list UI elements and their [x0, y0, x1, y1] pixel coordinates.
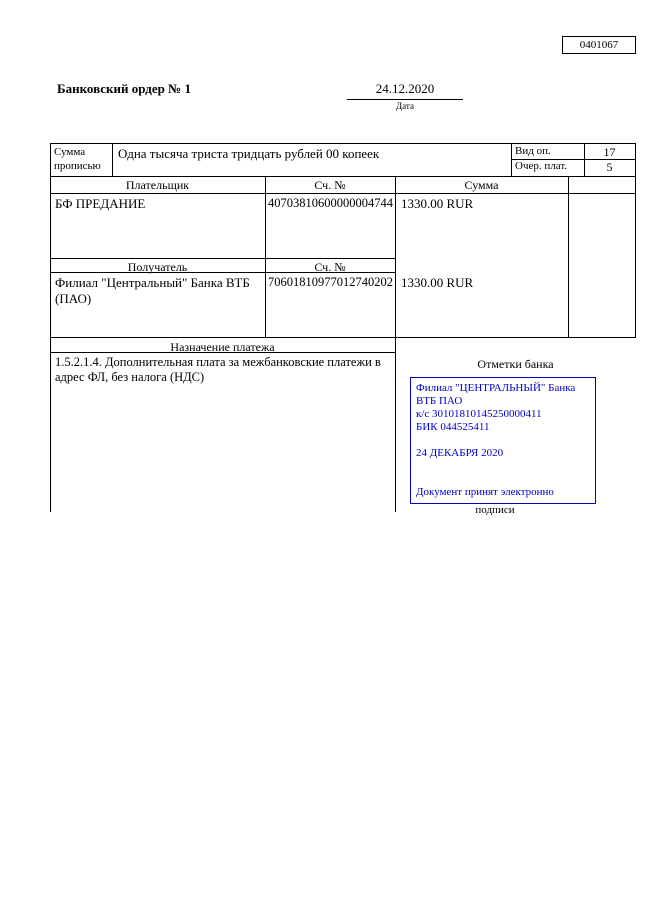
date-label: Дата	[396, 101, 414, 111]
divider	[635, 143, 636, 337]
divider	[265, 176, 266, 337]
divider	[50, 143, 51, 512]
payer-account-number: 40703810600000004744	[268, 196, 393, 210]
amount-in-words-label: Сумма прописью	[54, 146, 101, 172]
form-code-box: 0401067	[562, 36, 636, 54]
payment-priority-label: Очер. плат.	[515, 160, 568, 172]
date-value: 24.12.2020	[347, 81, 463, 100]
payee-account-column-header: Сч. №	[314, 260, 346, 274]
bank-marks-header: Отметки банка	[477, 357, 554, 371]
divider	[112, 143, 113, 176]
payment-priority-value: 5	[606, 160, 613, 174]
divider	[50, 143, 636, 144]
divider	[568, 176, 569, 337]
payer-name: БФ ПРЕДАНИЕ	[55, 196, 146, 211]
divider	[50, 176, 636, 177]
payee-sum-value: 1330.00 RUR	[401, 275, 474, 290]
operation-type-value: 17	[603, 145, 616, 159]
divider	[50, 193, 636, 194]
divider	[395, 176, 396, 512]
payer-sum-value: 1330.00 RUR	[401, 196, 474, 211]
payment-purpose-text: 1.5.2.1.4. Дополнительная плата за межбанковские платежи в адрес ФЛ, без налога (НДС)	[55, 355, 381, 384]
divider	[50, 258, 395, 259]
divider	[511, 143, 512, 176]
divider	[50, 337, 636, 338]
payee-column-header: Получатель	[127, 260, 188, 274]
account-column-header: Сч. №	[314, 178, 346, 192]
payer-column-header: Плательщик	[125, 178, 190, 192]
signatures-label: подписи	[475, 504, 515, 516]
amount-in-words-value: Одна тысяча триста тридцать рублей 00 копеек	[118, 146, 380, 161]
payee-account-number: 70601810977012740202	[268, 275, 393, 289]
date-block	[347, 81, 463, 111]
bank-stamp: Филиал "ЦЕНТРАЛЬНЫЙ" Банка ВТБ ПАО к/с 30101810145250000411 БИК 044525411 24 ДЕКАБРЯ 2020 Документ принят электронно	[410, 377, 596, 504]
sum-column-header: Сумма	[464, 178, 499, 192]
payee-name: Филиал "Центральный" Банка ВТБ (ПАО)	[55, 275, 250, 306]
operation-type-label: Вид оп.	[515, 145, 551, 157]
payment-purpose-header: Назначение платежа	[170, 340, 275, 354]
document-title: Банковский ордер № 1	[57, 81, 191, 96]
